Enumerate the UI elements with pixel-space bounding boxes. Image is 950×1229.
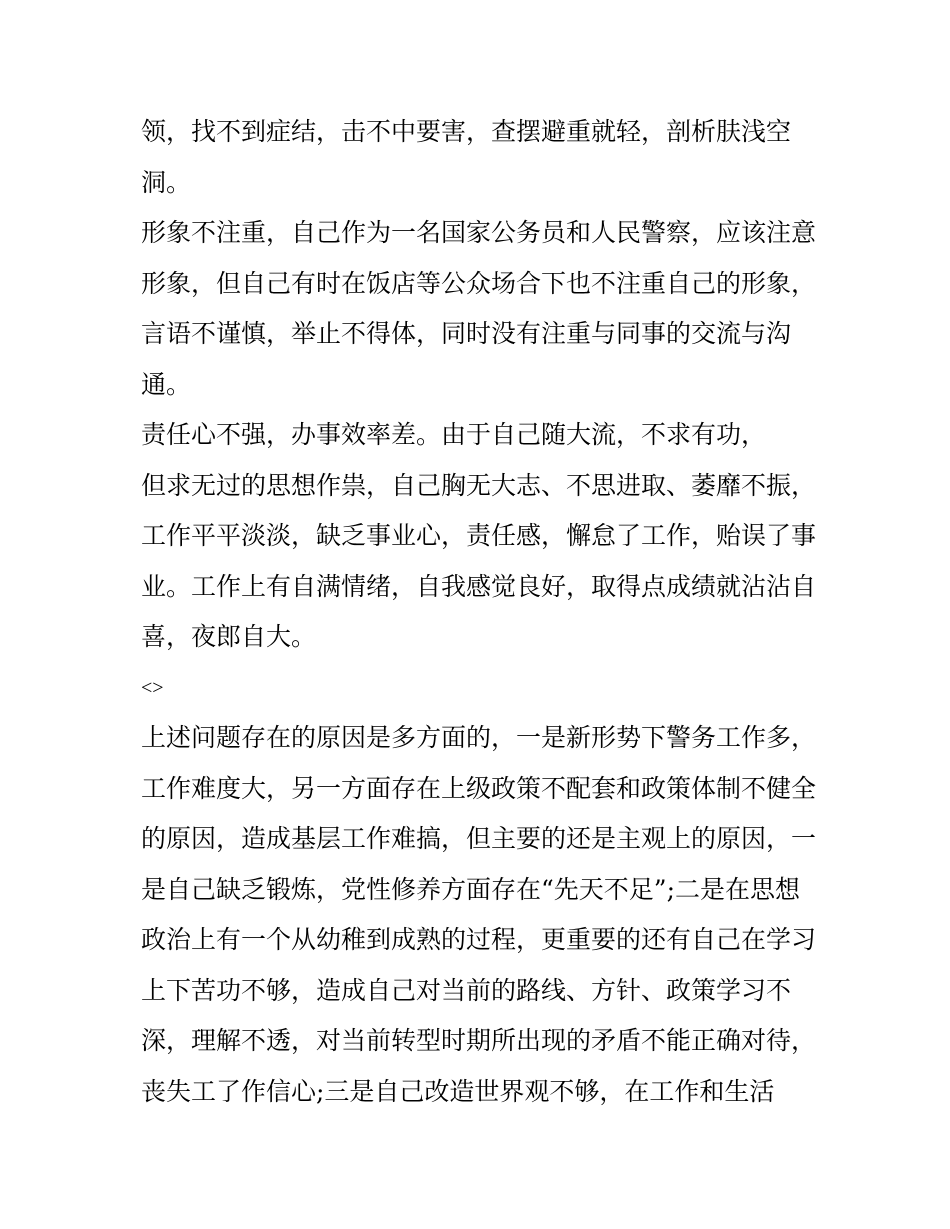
text-line: 责任心不强，办事效率差。由于自己随大流，不求有功， xyxy=(141,420,767,449)
text-line: 形象，但自己有时在饭店等公众场合下也不注重自己的形象， xyxy=(141,268,817,298)
text-line: 但求无过的思想作祟，自己胸无大志、不思进取、萎靡不振， xyxy=(141,470,817,500)
text-line: 是自己缺乏锻炼，党性修养方面存在“先天不足”;二是在思想 xyxy=(141,874,800,904)
document-body xyxy=(141,107,841,1117)
text-line: 深，理解不透，对当前转型时期所出现的矛盾不能正确对待， xyxy=(141,1026,817,1055)
text-line: 上下苦功不够，造成自己对当前的路线、方针、政策学习不 xyxy=(141,975,792,1005)
text-line: 形象不注重，自己作为一名国家公务员和人民警察，应该注意 xyxy=(141,218,817,247)
text-line: 上述问题存在的原因是多方面的，一是新形势下警务工作多， xyxy=(141,723,817,752)
text-line: 工作平平淡淡，缺乏事业心，责任感，懈怠了工作，贻误了事 xyxy=(141,521,817,550)
text-line: 言语不谨慎，举止不得体，同时没有注重与同事的交流与沟 xyxy=(141,319,792,348)
text-line: 工作难度大，另一方面存在上级政策不配套和政策体制不健全 xyxy=(141,773,817,803)
text-line: 洞。 xyxy=(141,167,192,197)
text-line: 领，找不到症结，击不中要害，查摆避重就轻，剖析肤浅空 xyxy=(141,117,792,146)
text-line: 丧失工了作信心;三是自己改造世界观不够，在工作和生活 xyxy=(141,1076,775,1106)
text-line: 喜，夜郎自大。 xyxy=(141,622,317,651)
text-line: 通。 xyxy=(141,369,192,399)
text-line: 政治上有一个从幼稚到成熟的过程，更重要的还有自己在学习 xyxy=(141,925,817,954)
text-line: 业。工作上有自满情绪，自我感觉良好，取得点成绩就沾沾自 xyxy=(141,571,817,601)
section-marker: <> xyxy=(141,676,164,699)
text-line: 的原因，造成基层工作难搞，但主要的还是主观上的原因，一 xyxy=(141,824,817,853)
